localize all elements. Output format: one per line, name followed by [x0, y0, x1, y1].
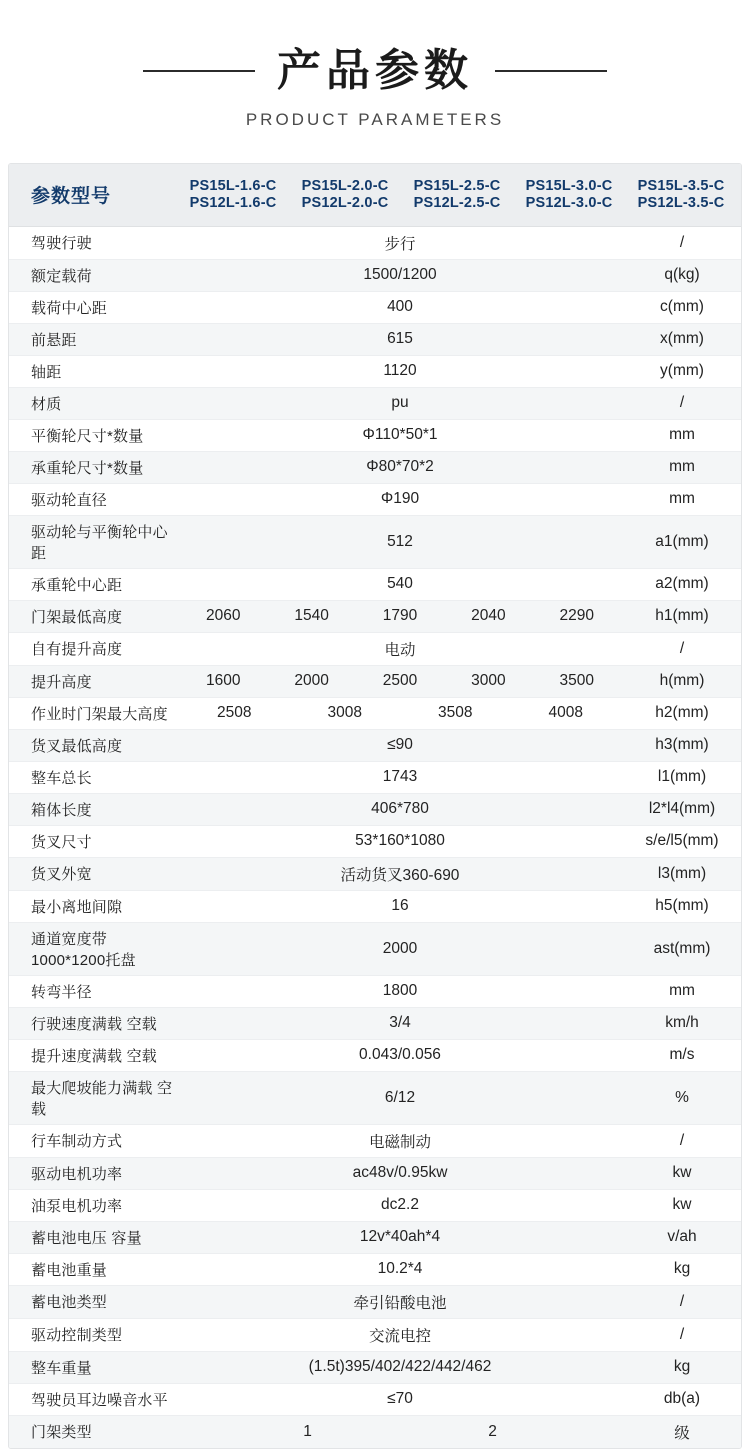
table-row — [9, 923, 741, 976]
table-row — [9, 260, 741, 292]
parameter-values — [177, 601, 623, 632]
parameter-values — [177, 1040, 623, 1071]
parameter-values — [177, 569, 623, 600]
parameter-values — [177, 1158, 623, 1189]
table-row — [9, 1416, 741, 1448]
rule-right-decoration — [495, 70, 607, 72]
table-header-models — [177, 178, 741, 211]
parameter-unit: h(mm) — [659, 672, 705, 690]
parameter-value: 2060 — [205, 607, 241, 625]
parameter-name: 最大爬坡能力满载 空载 — [31, 1079, 173, 1118]
parameter-unit: / — [679, 1131, 685, 1149]
parameter-value: 1800 — [382, 982, 418, 1000]
parameter-unit: km/h — [665, 1014, 699, 1032]
table-row — [9, 858, 741, 891]
table-row — [9, 794, 741, 826]
parameter-name: 平衡轮尺寸*数量 — [31, 427, 144, 445]
parameter-value: 3508 — [438, 704, 473, 722]
parameter-value: 牵引铅酸电池 — [353, 1294, 447, 1312]
parameter-unit: h1(mm) — [655, 607, 709, 625]
table-header-row — [9, 164, 741, 227]
parameter-value-group — [179, 704, 621, 722]
parameter-name: 提升高度 — [31, 673, 92, 691]
parameter-name: 蓄电池重量 — [31, 1261, 108, 1279]
parameter-value: 2290 — [559, 607, 594, 625]
table-row — [9, 1008, 741, 1040]
parameter-value-group — [179, 607, 621, 625]
parameter-values — [177, 484, 623, 515]
model-name: PS12L-2.0-C — [301, 195, 389, 212]
parameter-values — [177, 1125, 623, 1157]
parameter-name: 载荷中心距 — [31, 299, 108, 317]
table-row — [9, 569, 741, 601]
parameter-unit: mm — [669, 490, 695, 508]
parameter-unit: a2(mm) — [655, 575, 709, 593]
parameter-value: 步行 — [384, 235, 416, 253]
parameter-value: 2 — [488, 1422, 497, 1440]
parameter-unit: l1(mm) — [657, 768, 707, 786]
parameter-unit: 级 — [674, 1424, 690, 1442]
parameter-value: 活动货叉360-690 — [340, 866, 460, 884]
table-row — [9, 484, 741, 516]
parameter-unit: mm — [669, 458, 695, 476]
parameter-value: 3008 — [327, 704, 362, 722]
parameter-unit: h5(mm) — [655, 897, 709, 915]
parameter-unit: h3(mm) — [655, 736, 709, 754]
parameter-value: 1600 — [205, 672, 241, 690]
table-row — [9, 420, 741, 452]
parameter-value: 1743 — [382, 768, 418, 786]
table-row — [9, 698, 741, 730]
parameter-name: 货叉外宽 — [31, 866, 92, 884]
table-row — [9, 730, 741, 762]
model-name: PS15L-2.0-C — [301, 178, 389, 195]
parameter-name: 驱动轮与平衡轮中心距 — [31, 523, 168, 562]
parameter-name: 货叉最低高度 — [31, 737, 123, 755]
parameter-value: 512 — [387, 532, 413, 550]
header-title-row — [0, 46, 750, 97]
parameter-values — [177, 1222, 623, 1253]
parameter-value: 2000 — [382, 939, 418, 957]
parameter-unit: q(kg) — [664, 266, 700, 284]
parameter-name: 最小离地间隙 — [31, 898, 123, 916]
parameter-value: 3500 — [559, 672, 594, 690]
parameter-name: 箱体长度 — [31, 801, 92, 819]
parameter-values — [177, 730, 623, 761]
parameter-value: 3000 — [471, 672, 506, 690]
parameter-unit: db(a) — [663, 1390, 701, 1408]
table-row — [9, 516, 741, 569]
table-row — [9, 1254, 741, 1286]
parameter-values — [177, 1352, 623, 1383]
parameter-value: Φ80*70*2 — [366, 458, 434, 476]
parameter-value: 1500/1200 — [363, 266, 437, 284]
parameter-values — [177, 356, 623, 387]
table-row — [9, 976, 741, 1008]
parameter-name: 蓄电池类型 — [31, 1294, 108, 1312]
model-name: PS15L-2.5-C — [413, 178, 501, 195]
parameter-unit: kg — [673, 1260, 691, 1278]
parameter-value: 电动 — [384, 641, 416, 659]
parameter-values — [177, 666, 623, 697]
parameter-values — [177, 292, 623, 323]
parameter-name: 行驶速度满载 空载 — [31, 1015, 157, 1033]
parameter-unit: s/e/l5(mm) — [645, 832, 719, 850]
parameter-value: 406*780 — [371, 800, 429, 818]
table-row — [9, 292, 741, 324]
table-row — [9, 891, 741, 923]
parameter-value: Φ110*50*1 — [362, 426, 438, 444]
parameter-values — [177, 633, 623, 665]
parameter-name: 承重轮尺寸*数量 — [31, 459, 144, 477]
parameter-value: 2508 — [217, 704, 252, 722]
parameter-values — [177, 452, 623, 483]
parameter-value: (1.5t)395/402/422/442/462 — [308, 1358, 492, 1376]
parameter-values — [177, 923, 623, 975]
parameter-values — [177, 794, 623, 825]
parameter-unit: / — [679, 639, 685, 657]
parameter-value-group — [179, 672, 621, 690]
table-row — [9, 356, 741, 388]
parameter-unit: kg — [673, 1358, 691, 1376]
model-row — [177, 195, 737, 211]
parameter-values — [177, 1319, 623, 1351]
parameter-value: 16 — [391, 897, 409, 915]
table-row — [9, 324, 741, 356]
model-name: PS12L-3.5-C — [637, 195, 725, 212]
parameter-value: 2040 — [471, 607, 506, 625]
table-row — [9, 388, 741, 420]
parameter-name: 整车总长 — [31, 769, 92, 787]
table-row — [9, 1125, 741, 1158]
parameter-unit: / — [679, 1292, 685, 1310]
parameter-name: 驱动电机功率 — [31, 1165, 123, 1183]
parameter-value: 615 — [387, 330, 413, 348]
parameter-values — [177, 420, 623, 451]
model-name: PS15L-3.5-C — [637, 178, 725, 195]
table-body — [9, 227, 741, 1448]
parameter-value: 400 — [387, 298, 413, 316]
table-row — [9, 1190, 741, 1222]
parameter-value: 12v*40ah*4 — [359, 1228, 441, 1246]
parameter-value: 交流电控 — [368, 1327, 431, 1345]
parameter-name: 承重轮中心距 — [31, 576, 123, 594]
parameter-value: 10.2*4 — [377, 1260, 423, 1278]
model-name: PS12L-2.5-C — [413, 195, 501, 212]
table-row — [9, 826, 741, 858]
table-row — [9, 1286, 741, 1319]
parameter-values — [177, 976, 623, 1007]
parameter-values — [177, 324, 623, 355]
table-row — [9, 1040, 741, 1072]
parameter-values — [177, 1008, 623, 1039]
model-name: PS12L-1.6-C — [189, 195, 277, 212]
parameter-unit: c(mm) — [660, 298, 704, 316]
page-header — [0, 0, 750, 130]
parameter-unit: y(mm) — [660, 362, 704, 380]
parameter-value: 4008 — [548, 704, 583, 722]
parameter-value: 0.043/0.056 — [359, 1046, 441, 1064]
parameter-value: 540 — [387, 575, 413, 593]
rule-left-decoration — [143, 70, 255, 72]
parameter-unit: kw — [672, 1196, 692, 1214]
table-row — [9, 601, 741, 633]
parameter-name: 整车重量 — [31, 1359, 92, 1377]
parameter-values — [177, 1384, 623, 1415]
parameter-values — [177, 260, 623, 291]
page-subtitle: PRODUCT PARAMETERS — [245, 109, 505, 129]
parameter-unit: v/ah — [667, 1228, 697, 1246]
parameter-name: 行车制动方式 — [31, 1133, 123, 1151]
parameter-name: 材质 — [31, 395, 62, 413]
parameter-name: 轴距 — [31, 363, 62, 381]
parameter-unit: h2(mm) — [655, 704, 709, 722]
parameter-unit: l2*l4(mm) — [648, 800, 716, 818]
parameter-value: 6/12 — [384, 1088, 416, 1106]
parameter-name: 油泵电机功率 — [31, 1197, 123, 1215]
parameter-unit: / — [679, 394, 685, 412]
parameter-name: 货叉尺寸 — [31, 833, 92, 851]
parameter-values — [177, 1072, 623, 1124]
parameter-unit: x(mm) — [660, 330, 704, 348]
parameter-name: 驾驶员耳边噪音水平 — [31, 1391, 168, 1409]
parameter-values — [177, 1190, 623, 1221]
parameter-unit: / — [679, 233, 685, 251]
parameter-value: 1790 — [382, 607, 418, 625]
parameter-value: 1120 — [383, 362, 417, 380]
table-row — [9, 633, 741, 666]
table-row — [9, 762, 741, 794]
parameter-name: 额定载荷 — [31, 267, 92, 285]
parameter-name: 驾驶行驶 — [31, 235, 92, 253]
parameter-unit: mm — [669, 982, 695, 1000]
parameter-unit: kw — [672, 1164, 692, 1182]
parameter-values — [177, 762, 623, 793]
table-row — [9, 666, 741, 698]
table-row — [9, 452, 741, 484]
parameter-unit: % — [675, 1088, 689, 1106]
parameter-values — [177, 1254, 623, 1285]
model-name: PS12L-3.0-C — [525, 195, 613, 212]
parameter-value: 1540 — [294, 607, 329, 625]
parameter-value: 2500 — [382, 672, 418, 690]
parameter-value: ≤90 — [387, 736, 413, 754]
parameter-name: 作业时门架最大高度 — [31, 705, 168, 723]
parameter-value: Φ190 — [380, 490, 420, 508]
parameter-name: 驱动轮直径 — [31, 491, 108, 509]
model-name: PS15L-3.0-C — [525, 178, 613, 195]
table-header-label: 参数型号 — [31, 186, 112, 208]
parameter-name: 自有提升高度 — [31, 641, 123, 659]
table-row — [9, 1158, 741, 1190]
parameter-unit: m/s — [669, 1046, 695, 1064]
parameter-values — [177, 1416, 623, 1448]
page-title: 产品参数 — [277, 46, 473, 95]
parameter-value: 电磁制动 — [368, 1133, 431, 1151]
parameter-values — [177, 227, 623, 259]
parameter-value: 2000 — [294, 672, 329, 690]
parameter-unit: / — [679, 1325, 685, 1343]
parameters-table — [8, 163, 742, 1449]
parameter-unit: a1(mm) — [655, 532, 709, 550]
parameter-name: 蓄电池电压 容量 — [31, 1229, 142, 1247]
table-row — [9, 1319, 741, 1352]
parameter-name: 门架最低高度 — [31, 608, 123, 626]
parameter-unit: mm — [669, 426, 695, 444]
parameter-name: 门架类型 — [31, 1424, 92, 1442]
table-row — [9, 1384, 741, 1416]
model-name: PS15L-1.6-C — [189, 178, 277, 195]
table-row — [9, 227, 741, 260]
parameter-values — [177, 516, 623, 568]
parameter-value: ≤70 — [387, 1390, 413, 1408]
parameter-value: 1 — [303, 1422, 312, 1440]
parameter-unit: ast(mm) — [653, 939, 711, 957]
parameter-value-group — [179, 1423, 621, 1441]
parameter-values — [177, 1286, 623, 1318]
parameter-value: pu — [391, 394, 409, 412]
parameter-values — [177, 891, 623, 922]
table-row — [9, 1072, 741, 1125]
parameter-value: 3/4 — [389, 1014, 411, 1032]
table-row — [9, 1352, 741, 1384]
parameter-value: dc2.2 — [381, 1196, 419, 1214]
model-row — [177, 178, 737, 194]
parameter-value: ac48v/0.95kw — [352, 1164, 448, 1182]
parameter-values — [177, 698, 623, 729]
parameter-name: 前悬距 — [31, 331, 77, 349]
parameter-name: 提升速度满载 空载 — [31, 1047, 157, 1065]
parameter-value: 53*160*1080 — [355, 832, 445, 850]
parameter-values — [177, 826, 623, 857]
parameter-name: 通道宽度带1000*1200托盘 — [31, 930, 136, 969]
parameter-name: 驱动控制类型 — [31, 1327, 123, 1345]
table-row — [9, 1222, 741, 1254]
parameter-name: 转弯半径 — [31, 983, 92, 1001]
parameter-unit: l3(mm) — [657, 864, 707, 882]
parameter-values — [177, 858, 623, 890]
parameter-values — [177, 388, 623, 419]
